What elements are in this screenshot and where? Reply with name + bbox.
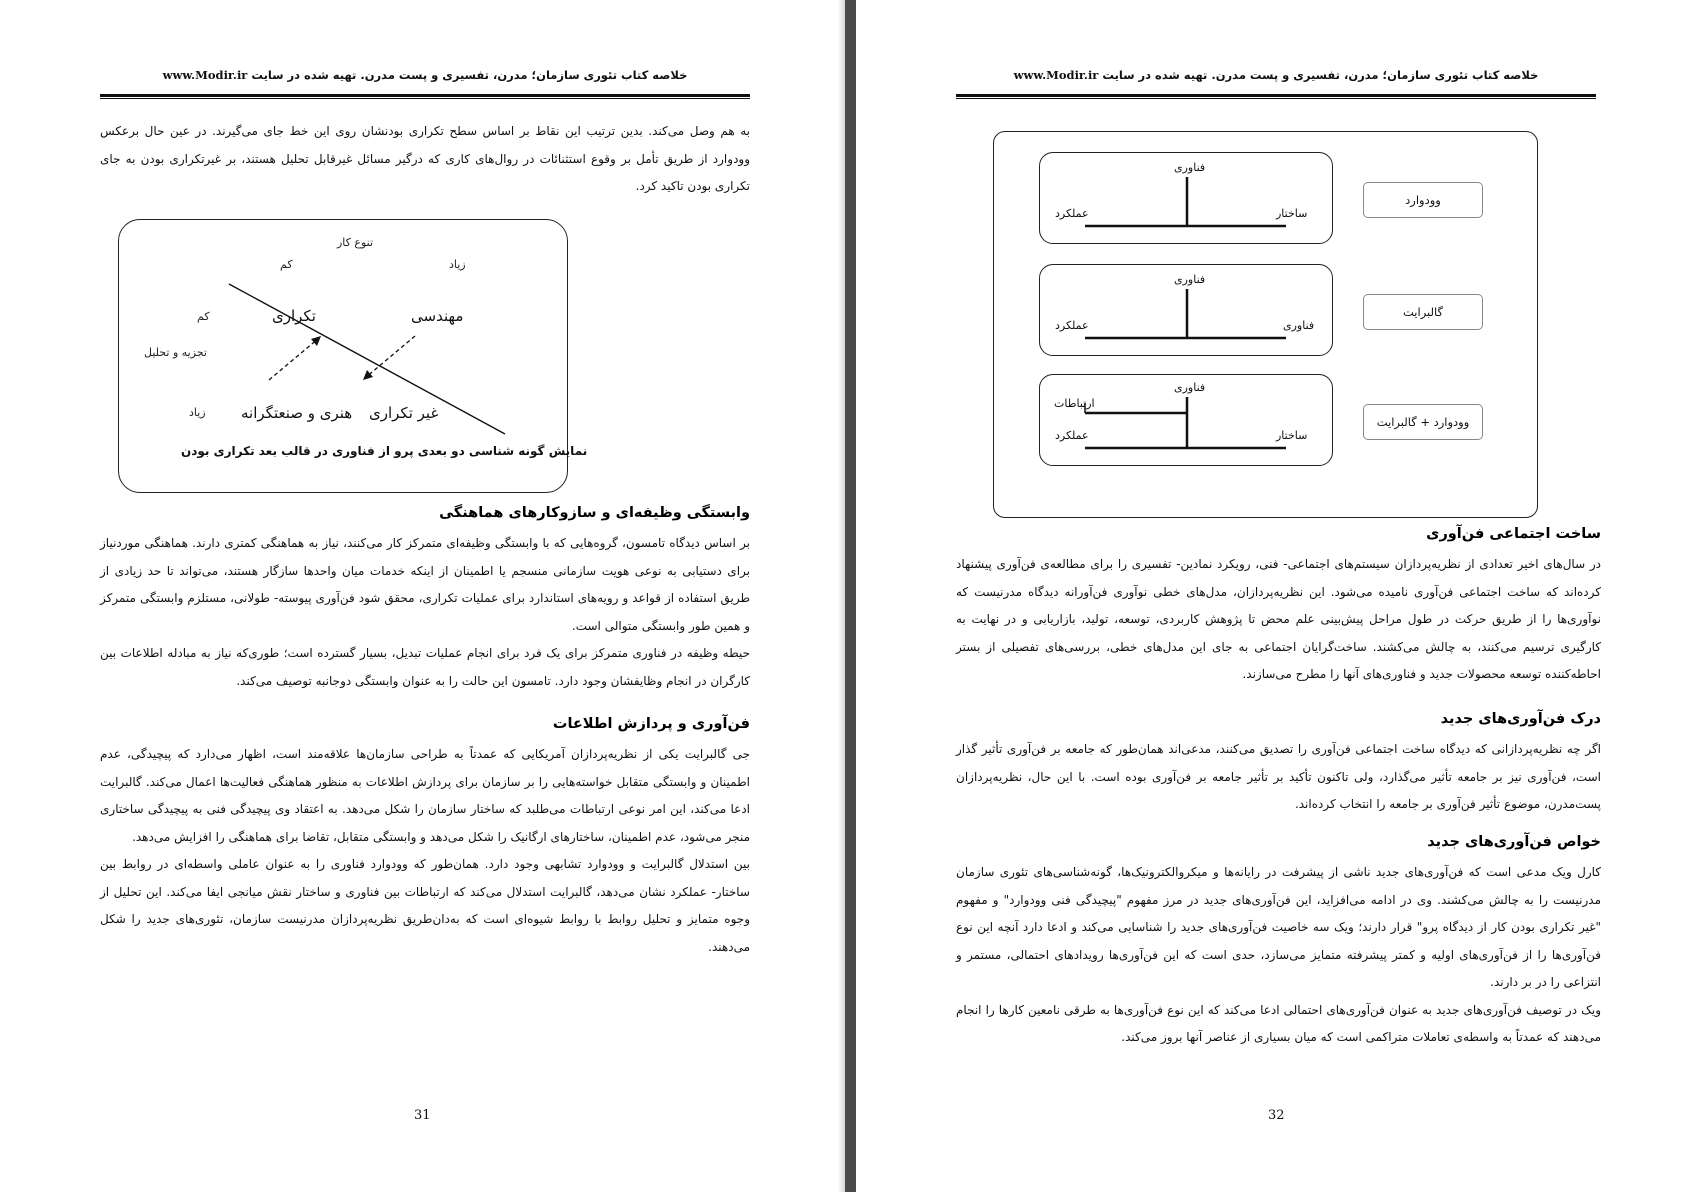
performance-label: عملکرد — [1055, 207, 1089, 220]
galbraith-model-box — [1039, 264, 1333, 356]
header-title: خلاصه کتاب تئوری سازمان؛ مدرن، تفسیری و پست مدرن. تهیه شده در سایت — [1102, 68, 1539, 82]
analysis-high-label: زیاد — [189, 406, 206, 419]
woodward-lines — [1040, 153, 1334, 245]
variety-high-label: زیاد — [449, 258, 466, 271]
variety-low-label: کم — [280, 258, 293, 271]
header-title: خلاصه کتاب تئوری سازمان؛ مدرن، تفسیری و پست مدرن. تهیه شده در سایت — [251, 68, 688, 82]
combined-model-box — [1039, 374, 1333, 466]
diagram-caption: نمایش گونه شناسی دو بعدی پرو از فناوری در قالب بعد تکراری بودن — [181, 444, 588, 458]
page-31 — [0, 0, 838, 1192]
header-rule — [956, 94, 1596, 99]
craft-quadrant: هنری و صنعتگرانه — [241, 404, 353, 422]
task-variety-label: تنوع کار — [337, 236, 374, 249]
section3-body: کارل ویک مدعی است که فن‌آوری‌های جدید ناشی از پیشرفت در رایانه‌ها و میکروالکترونیک‌ها، گونه‌شناسی‌های تئوری سازمان مدرنیست را به چالش می‌کشند. وی در ادامه می‌افزاید، این فن‌آوری‌های جدید در مرز مفهوم "پیچیدگی فنی وودوارد" و مفهوم "غیر تکراری بودن کار از دیدگاه پرو" قرار دارند؛ ویک سه خاصیت فن‌آوری‌های جدید را شناسایی می‌کند و ادعا دارد آنچه این نوع فن‌آوری‌ها را از فن‌آوری‌های اولیه و کمتر پیشرفته متمایز می‌سازد، حدی است که این فن‌آوری‌ها رویدادهای احتمالی، مستمر و انتزاعی را در بر دارند. ویک در توصیف فن‌آوری‌های جدید به عنوان فن‌آوری‌های احتمالی ادعا می‌کند که این نوع فن‌آوری‌ها به طرقی نامعین کارها را انجام می‌دهند که عمدتاً به واسطه‌ی تعاملات متراکمی است که میان بسیاری از عناصر آنها بروز می‌کند. — [956, 865, 1601, 1044]
page-number: 31 — [414, 1108, 431, 1123]
intro-paragraph: به هم وصل می‌کند. بدین ترتیب این نقاط بر اساس سطح تکراری بودنشان روی این خط جای می‌گیرند. در عین حال برعکس وودوارد از طریق تأمل بر وقوع استثنائات در روال‌های کاری که درگیر مسائل غیرقابل تحلیل هستند، بر غیرتکراری بودن به جای تکراری بودن تاکید کرد. — [100, 124, 750, 193]
galbraith-lines — [1040, 265, 1334, 357]
section-heading-information-processing: فن‌آوری و پردازش اطلاعات — [552, 716, 750, 732]
tech-label: فناوری — [1174, 161, 1206, 174]
page-header — [100, 68, 750, 84]
technology-right-label: فناوری — [1283, 319, 1315, 332]
section-heading-task-interdependence: وابستگی وظیفه‌ای و سازوکارهای هماهنگی — [439, 505, 750, 521]
perrow-typology-diagram — [118, 219, 588, 493]
galbraith-label-box: گالبرایت — [1363, 294, 1483, 330]
technology-structure-diagram — [993, 131, 1538, 518]
communication-label: ارتباطات — [1054, 397, 1095, 410]
arrow-head-up — [311, 336, 321, 346]
nonroutine-quadrant: غیر تکراری — [369, 404, 439, 422]
tech-label: فناوری — [1174, 273, 1206, 286]
page-number: 32 — [1268, 1108, 1285, 1123]
routine-diagonal-line — [229, 284, 505, 434]
header-site: www.Modir.ir — [162, 68, 248, 82]
performance-label: عملکرد — [1055, 429, 1089, 442]
page-gutter — [845, 0, 856, 1192]
woodward-label-box: وودوارد — [1363, 182, 1483, 218]
dashed-arrow-up — [269, 338, 319, 380]
tech-label: فناوری — [1174, 381, 1206, 394]
gutter-shadow — [838, 0, 845, 1192]
section2-body: جی گالبرایت یکی از نظریه‌پردازان آمریکایی که عمدتاً به طراحی سازمان‌ها علاقه‌مند است، اظهار می‌دارد که پیچیدگی، عدم اطمینان و وابستگی متقابل خواسته‌هایی را بر سازمان برای پردازش اطلاعات به منظور هماهنگی فعالیت‌ها اعمال می‌کند. گالبرایت ادعا می‌کند، این امر نوعی ارتباطات می‌طلبد که ساختار سازمان را شکل می‌دهد. به اعتقاد وی پیچیدگی فنی به پیچیدگی ساختاری منجر می‌شود، عدم اطمینان، ساختارهای ارگانیک را شکل می‌دهد و وابستگی متقابل، تقاضا برای هماهنگی را افزایش می‌دهد. بین استدلال گالبرایت و وودوارد تشابهی وجود دارد. همان‌طور که وودوارد فناوری را به عنوان عاملی واسطه‌ای در روابط بین ساختار- عملکرد نشان می‌دهد، گالبرایت استدلال می‌کند که ارتباطات بین فناوری و ساختار نقش میانجی ایفا می‌کند. این تحلیل از وجوه متمایز و تحلیل روابط با روابط شیوه‌ای است که به‌دان‌طریق نظریه‌پردازان مدرنیست سازمان، تئوری‌های جدید را شکل می‌دهند. — [100, 747, 750, 954]
structure-label: ساختار — [1276, 207, 1308, 220]
section2-body: اگر چه نظریه‌پردازانی که دیدگاه ساخت اجتماعی فن‌آوری را تصدیق می‌کنند، مدعی‌اند همان‌طور که جامعه بر فن‌آوری تأثیر گذار است، فن‌آوری نیز بر جامعه تأثیر می‌گذارد، ولی تاکنون تأکید بر تأثیر جامعه بر فن‌آوری بوده است. با این حال، نظریه‌پردازان پست‌مدرن، موضوع تأثیر فن‌آوری بر جامعه را انتخاب کرده‌اند. — [956, 742, 1601, 811]
header-site: www.Modir.ir — [1013, 68, 1099, 82]
structure-label: ساختار — [1276, 429, 1308, 442]
woodward-model-box — [1039, 152, 1333, 244]
performance-label: عملکرد — [1055, 319, 1089, 332]
combined-label-box: وودوارد + گالبرایت — [1363, 404, 1483, 440]
combined-lines — [1040, 375, 1334, 467]
arrow-head-down — [363, 370, 373, 380]
section1-body: بر اساس دیدگاه تامسون، گروه‌هایی که با وابستگی وظیفه‌ای متمرکز کار می‌کنند، نیاز به هماهنگی کمتری دارند. هماهنگی موردنیاز برای دستیابی به نوعی هویت سازمانی منسجم یا اطمینان از اینکه خدمات میان واحدها سازگار هستند، می‌تواند تا حد زیادی از طریق استفاده از قواعد و رویه‌های استاندارد برای عملیات تکراری، محقق شود فن‌آوری پیوسته- طولانی، مستلزم وابستگی متمرکز و همین طور وابستگی متوالی است. حیطه وظیفه در فناوری متمرکز برای یک فرد برای انجام عملیات تبدیل، بسیار گسترده است؛ طوری‌که نیاز به مبادله اطلاعات بین کارگران در انجام وظایفشان وجود دارد. تامسون این حالت را به عنوان وابستگی دوجانبه توصیف می‌کند. — [100, 536, 750, 688]
engineering-quadrant: مهندسی — [411, 307, 464, 325]
section-heading-understanding-new-tech: درک فن‌آوری‌های جدید — [1440, 711, 1601, 727]
section-heading-social-construction: ساخت اجتماعی فن‌آوری — [1426, 526, 1601, 542]
page-header — [956, 68, 1596, 84]
section-heading-properties-new-tech: خواص فن‌آوری‌های جدید — [1427, 834, 1601, 850]
analysis-low-label: کم — [197, 310, 210, 323]
section1-body: در سال‌های اخیر تعدادی از نظریه‌پردازان سیستم‌های اجتماعی- فنی، رویکرد نمادین- تفسیری را برای مطالعه‌ی فن‌آوری پیشنهاد کرده‌اند که ساخت اجتماعی فن‌آوری نامیده می‌شود. این نظریه‌پردازان، مدل‌های خطی نوآوری فن‌آورانه دیدگاه مدرنیست که نوآوری‌ها را از طریق حرکت در طول مراحل پیش‌بینی علم محض تا پژوهش کاربردی، توسعه، تولید، بازاریابی و در نهایت به کارگیری ترسیم می‌کنند، به چالش می‌کشند. ساخت‌گرایان اجتماعی به جای این مدل‌های خطی، بررسی‌های تفصیلی از بستر احاطه‌کننده توسعه محصولات جدید و فناوری‌های آنها را مطرح می‌سازند. — [956, 557, 1601, 681]
page-32 — [856, 0, 1693, 1192]
header-rule — [100, 94, 750, 99]
analyzability-label: تجزیه و تحلیل — [144, 346, 207, 359]
routine-quadrant: تکراری — [272, 307, 316, 325]
